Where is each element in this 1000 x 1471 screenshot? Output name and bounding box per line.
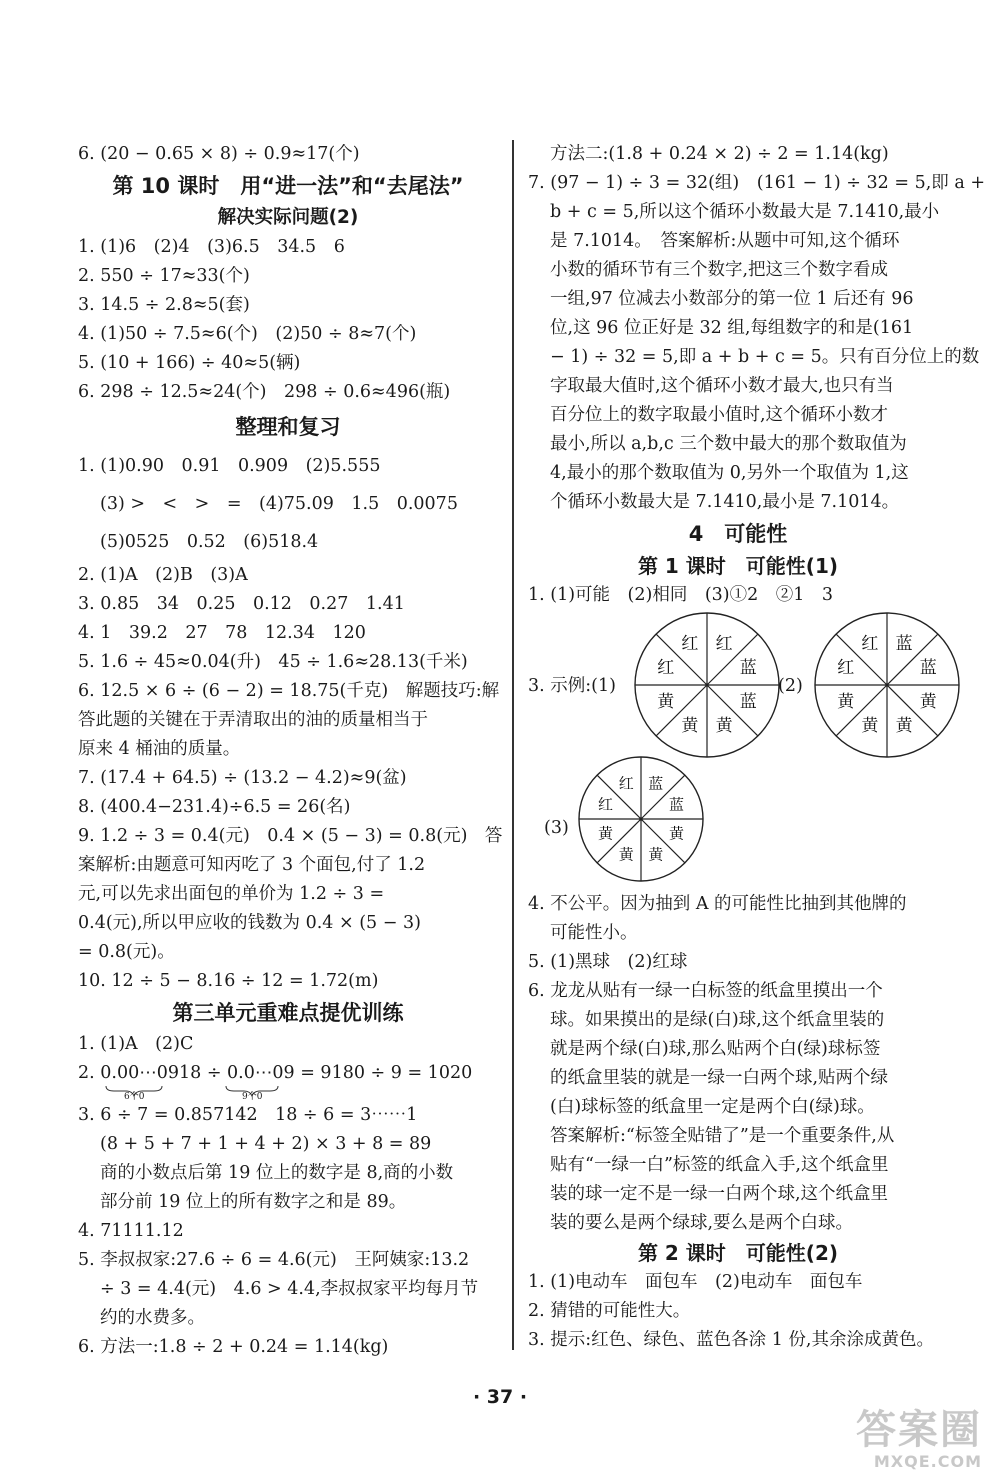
example-label-2: (2) bbox=[778, 676, 803, 696]
answer-line: 答此题的关键在于弄清取出的油的质量相当于 bbox=[78, 710, 428, 730]
wheel-center bbox=[885, 683, 889, 687]
wheel-sector-label: 黄 bbox=[837, 692, 855, 713]
answer-line: (3) > < > = (4)75.09 1.5 0.0075 bbox=[100, 494, 458, 514]
wheel-sector-label: 黄 bbox=[618, 845, 634, 864]
answer-line: (5)0525 0.52 (6)518.4 bbox=[100, 532, 319, 552]
answer-line: 3. 6 ÷ 7 = 0.857142 18 ÷ 6 = 3⋯⋯1 bbox=[78, 1105, 418, 1125]
spinner-examples-row-2 bbox=[528, 760, 948, 880]
answer-line: 1. (1)A (2)C bbox=[78, 1034, 194, 1054]
watermark bbox=[856, 1408, 982, 1471]
spinner-examples-row-1 bbox=[528, 610, 948, 760]
answer-line: 2. 550 ÷ 17≈33(个) bbox=[78, 266, 250, 286]
section-heading: 整理和复习 bbox=[235, 415, 341, 439]
wheel-sector-label: 红 bbox=[681, 633, 699, 654]
answer-line: 位,这 96 位正好是 32 组,每组数字的和是(161 bbox=[550, 318, 914, 338]
wheel-sector-label: 黄 bbox=[861, 716, 879, 737]
wheel-sector-label: 红 bbox=[715, 633, 733, 654]
wheel-sector-label: 黄 bbox=[715, 716, 733, 737]
answer-line: (白)球标签的纸盒里一定是两个白(绿)球。 bbox=[550, 1097, 875, 1117]
answer-line: 6. (20 − 0.65 × 8) ÷ 0.9≈17(个) bbox=[78, 144, 360, 164]
answer-line: 5. (1)黑球 (2)红球 bbox=[528, 952, 688, 972]
answer-line: 3. 提示:红色、绿色、蓝色各涂 1 份,其余涂成黄色。 bbox=[528, 1330, 934, 1350]
answer-line: 部分前 19 位上的所有数字之和是 89。 bbox=[100, 1192, 407, 1212]
answer-line: 球。如果摸出的是绿(白)球,这个纸盒里装的 bbox=[550, 1010, 885, 1030]
answer-line: 个循环小数最大是 7.1410,最小是 7.1014。 bbox=[550, 492, 900, 512]
wheel-sector-label: 黄 bbox=[657, 692, 675, 713]
answer-line: 0.4(元),所以甲应收的钱数为 0.4 × (5 − 3) bbox=[78, 913, 421, 933]
answer-text: 2. 0.00⋯0918 ÷ 0.0⋯09 = 9180 ÷ 9 = 1020 bbox=[78, 1063, 473, 1083]
answer-line-with-braces bbox=[78, 1059, 498, 1101]
watermark-text: 答案圈 bbox=[856, 1407, 982, 1453]
example-label: 3. 示例:(1) bbox=[528, 676, 616, 696]
underbrace-label-1: 6个0 bbox=[124, 1092, 145, 1102]
answer-line: 10. 12 ÷ 5 − 8.16 ÷ 12 = 1.72(m) bbox=[78, 971, 379, 991]
answer-line: − 1) ÷ 32 = 5,即 a + b + c = 5。只有百分位上的数 bbox=[550, 347, 980, 367]
answer-line: 小数的循环节有三个数字,把这三个数字看成 bbox=[550, 260, 889, 280]
answer-line: 1. (1)电动车 面包车 (2)电动车 面包车 bbox=[528, 1272, 863, 1292]
answer-line: 的纸盒里装的就是一绿一白两个球,贴两个绿 bbox=[550, 1068, 889, 1088]
answer-line: ÷ 3 = 4.4(元) 4.6 > 4.4,李叔叔家平均每月节 bbox=[100, 1279, 479, 1299]
answer-line: 4. 1 39.2 27 78 12.34 120 bbox=[78, 623, 366, 643]
answer-line: 元,可以先求出面包的单价为 1.2 ÷ 3 = bbox=[78, 884, 385, 904]
wheel-sector-label: 黄 bbox=[597, 824, 613, 843]
section-heading: 第 10 课时 用“进一法”和“去尾法” bbox=[112, 174, 464, 198]
wheel-sector-label: 蓝 bbox=[669, 795, 685, 814]
answer-line: 装的球一定不是一绿一白两个球,这个纸盒里 bbox=[550, 1184, 889, 1204]
answer-line: (8 + 5 + 7 + 1 + 4 + 2) × 3 + 8 = 89 bbox=[100, 1134, 432, 1154]
unit-heading: 4 可能性 bbox=[688, 522, 788, 546]
answer-line: 约的水费多。 bbox=[100, 1308, 205, 1328]
wheel-sector-label: 蓝 bbox=[739, 692, 757, 713]
answer-line: 7. (97 − 1) ÷ 3 = 32(组) (161 − 1) ÷ 32 = 5,即 a + bbox=[528, 173, 985, 193]
section-heading: 第 1 课时 可能性(1) bbox=[637, 554, 839, 578]
wheel-sector-label: 黄 bbox=[895, 716, 913, 737]
left-column bbox=[78, 140, 503, 1362]
answer-line: 1. (1)6 (2)4 (3)6.5 34.5 6 bbox=[78, 237, 345, 257]
answer-line: 7. (17.4 + 64.5) ÷ (13.2 − 4.2)≈9(盆) bbox=[78, 768, 407, 788]
section-heading: 第三单元重难点提优训练 bbox=[172, 1001, 404, 1025]
wheel-sector-label: 黄 bbox=[919, 692, 937, 713]
section-heading: 第 2 课时 可能性(2) bbox=[637, 1241, 839, 1265]
answer-line: 4,最小的那个数取值为 0,另外一个取值为 1,这 bbox=[550, 463, 909, 483]
answer-line: 3. 14.5 ÷ 2.8≈5(套) bbox=[78, 295, 250, 315]
answer-line: = 0.8(元)。 bbox=[78, 942, 175, 962]
wheel-center bbox=[705, 683, 709, 687]
right-column bbox=[528, 140, 985, 1355]
wheel-sector-label: 黄 bbox=[669, 824, 685, 843]
answer-line: 5. 李叔叔家:27.6 ÷ 6 = 4.6(元) 王阿姨家:13.2 bbox=[78, 1250, 470, 1270]
answer-line: 可能性小。 bbox=[550, 923, 638, 943]
wheel-sector-label: 黄 bbox=[648, 845, 664, 864]
answer-line: 6. 方法一:1.8 ÷ 2 + 0.24 = 1.14(kg) bbox=[78, 1337, 389, 1357]
answer-line: 5. (10 + 166) ÷ 40≈5(辆) bbox=[78, 353, 301, 373]
underbrace-label-2: 9个0 bbox=[242, 1092, 263, 1102]
watermark-url: MXQE.COM bbox=[873, 1452, 982, 1471]
answer-line: 1. (1)可能 (2)相同 (3)①2 ②1 3 bbox=[528, 585, 834, 605]
spinner-wheel-3 bbox=[576, 754, 706, 884]
wheel-center bbox=[639, 817, 643, 821]
answer-line: 是 7.1014。 答案解析:从题中可知,这个循环 bbox=[550, 231, 900, 251]
answer-line: 百分位上的数字取最小值时,这个循环小数才 bbox=[550, 405, 889, 425]
answer-line: 5. 1.6 ÷ 45≈0.04(升) 45 ÷ 1.6≈28.13(千米) bbox=[78, 652, 468, 672]
answer-line: 最小,所以 a,b,c 三个数中最大的那个数取值为 bbox=[550, 434, 907, 454]
answer-line: 6. 龙龙从贴有一绿一白标签的纸盒里摸出一个 bbox=[528, 981, 883, 1001]
answer-line: 4. 不公平。因为抽到 A 的可能性比抽到其他牌的 bbox=[528, 894, 907, 914]
wheel-sector-label: 蓝 bbox=[895, 633, 913, 654]
answer-line: 6. 12.5 × 6 ÷ (6 − 2) = 18.75(千克) 解题技巧:解 bbox=[78, 681, 500, 701]
answer-line: 案解析:由题意可知丙吃了 3 个面包,付了 1.2 bbox=[78, 855, 426, 875]
example-label-3: (3) bbox=[544, 818, 569, 838]
answer-line: 2. 猜错的可能性大。 bbox=[528, 1301, 691, 1321]
page-number: · 37 · bbox=[472, 1386, 528, 1408]
answer-line: 方法二:(1.8 + 0.24 × 2) ÷ 2 = 1.14(kg) bbox=[550, 144, 889, 164]
answer-line: 原来 4 桶油的质量。 bbox=[78, 739, 241, 759]
answer-line: 8. (400.4−231.4)÷6.5 = 26(名) bbox=[78, 797, 351, 817]
wheel-sector-label: 黄 bbox=[681, 716, 699, 737]
answer-line: 字取最大值时,这个循环小数才最大,也只有当 bbox=[550, 376, 894, 396]
answer-line: 一组,97 位减去小数部分的第一位 1 后还有 96 bbox=[550, 289, 914, 309]
answer-line: 贴有“一绿一白”标签的纸盒入手,这个纸盒里 bbox=[550, 1155, 889, 1175]
spinner-wheel-1 bbox=[632, 610, 782, 760]
section-subheading: 解决实际问题(2) bbox=[217, 207, 359, 228]
answer-line: 6. 298 ÷ 12.5≈24(个) 298 ÷ 0.6≈496(瓶) bbox=[78, 382, 451, 402]
answer-line: 答案解析:“标签全贴错了”是一个重要条件,从 bbox=[550, 1126, 895, 1146]
wheel-sector-label: 红 bbox=[597, 795, 613, 814]
answer-line: 装的要么是两个绿球,要么是两个白球。 bbox=[550, 1213, 854, 1233]
answer-line: b + c = 5,所以这个循环小数最大是 7.1410,最小 bbox=[550, 202, 940, 222]
wheel-sector-label: 蓝 bbox=[648, 774, 664, 793]
answer-line: 4. 71111.12 bbox=[78, 1221, 184, 1241]
wheel-sector-label: 红 bbox=[657, 657, 675, 678]
answer-line: 2. (1)A (2)B (3)A bbox=[78, 565, 248, 585]
wheel-sector-label: 红 bbox=[861, 633, 879, 654]
answer-line: 商的小数点后第 19 位上的数字是 8,商的小数 bbox=[100, 1163, 454, 1183]
wheel-sector-label: 蓝 bbox=[739, 657, 757, 678]
wheel-sector-label: 红 bbox=[618, 774, 634, 793]
spinner-wheel-2 bbox=[812, 610, 962, 760]
answer-line: 4. (1)50 ÷ 7.5≈6(个) (2)50 ÷ 8≈7(个) bbox=[78, 324, 417, 344]
answer-line: 1. (1)0.90 0.91 0.909 (2)5.555 bbox=[78, 456, 381, 476]
column-divider bbox=[512, 140, 514, 1350]
wheel-sector-label: 红 bbox=[837, 657, 855, 678]
answer-line: 就是两个绿(白)球,那么贴两个白(绿)球标签 bbox=[550, 1039, 881, 1059]
answer-line: 9. 1.2 ÷ 3 = 0.4(元) 0.4 × (5 − 3) = 0.8(元) 答 bbox=[78, 826, 503, 846]
answer-line: 3. 0.85 34 0.25 0.12 0.27 1.41 bbox=[78, 594, 405, 614]
wheel-sector-label: 蓝 bbox=[919, 657, 937, 678]
